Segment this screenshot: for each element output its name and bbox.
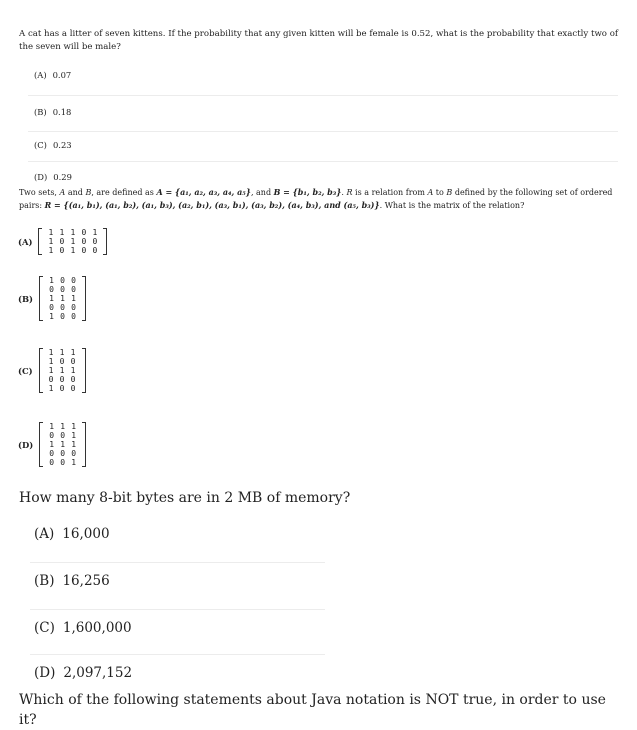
matrix-cell: 1	[59, 348, 65, 357]
matrix-row	[46, 303, 79, 312]
matrix-cell: 1	[60, 422, 66, 431]
matrix-cell: 0	[59, 246, 65, 255]
stem-var: A	[59, 188, 66, 197]
matrix-row	[46, 422, 79, 431]
matrix-cell: 0	[59, 357, 65, 366]
question-2-option-b[interactable]	[18, 276, 86, 321]
divider	[30, 609, 325, 610]
option-value: 0.29	[53, 172, 72, 182]
matrix-row	[46, 294, 79, 303]
question-2-option-a[interactable]	[18, 228, 107, 255]
option-label: (A)	[34, 526, 55, 542]
matrix-cell: 0	[49, 285, 54, 294]
stem-text: defined by the following set of ordered	[452, 188, 613, 197]
stem-text: .	[341, 188, 347, 197]
matrix-row	[46, 366, 79, 375]
option-label: (C)	[34, 140, 47, 150]
question-1-option-c[interactable]	[20, 138, 620, 152]
matrix-row	[45, 246, 100, 255]
question-3-option-c[interactable]	[34, 619, 132, 637]
matrix-cell: 1	[60, 440, 66, 449]
stem-text: , are defined as	[91, 188, 157, 197]
matrix-cell: 0	[71, 285, 76, 294]
stem-var: A	[427, 188, 434, 197]
option-label: (C)	[18, 365, 33, 376]
matrix-cell: 1	[60, 294, 65, 303]
matrix-cell: 1	[49, 440, 55, 449]
option-value: 2,097,152	[63, 665, 133, 681]
question-3-option-d[interactable]	[34, 664, 132, 682]
matrix-row	[46, 449, 79, 458]
matrix-cell: 1	[48, 348, 54, 357]
divider	[28, 161, 618, 162]
stem-math: R = {(a₁, b₁), (a₁, b₂), (a₁, b₃), (a₂, b₁), (a₃, b₁), (a₃, b₂), (a₄, b₃), and (a₅, b₃)}	[44, 200, 380, 210]
matrix-cell: 0	[59, 384, 65, 393]
matrix-cell: 0	[92, 237, 98, 246]
matrix-cell: 1	[71, 294, 76, 303]
question-2-option-d[interactable]	[18, 422, 86, 467]
option-label: (D)	[18, 439, 34, 450]
matrix-cell: 0	[81, 246, 87, 255]
matrix-row	[46, 440, 79, 449]
matrix-cell: 1	[48, 357, 54, 366]
stem-text: , and	[250, 188, 274, 197]
matrix-cell: 0	[49, 431, 55, 440]
question-3-option-b[interactable]	[34, 572, 110, 590]
stem-text: Two sets,	[19, 188, 60, 197]
matrix-row	[45, 237, 100, 246]
matrix-cell: 0	[81, 237, 87, 246]
option-value: 0.23	[52, 140, 72, 150]
option-label: (C)	[34, 620, 55, 636]
matrix-cell: 1	[49, 276, 54, 285]
matrix-cell: 0	[70, 357, 76, 366]
matrix-cell: 1	[49, 294, 54, 303]
option-label: (D)	[34, 172, 48, 182]
matrix-row	[46, 458, 79, 467]
stem-text: . What is the matrix of the relation?	[379, 201, 525, 210]
matrix-cell: 0	[60, 312, 65, 321]
matrix-cell: 1	[59, 228, 65, 237]
matrix-cell: 1	[71, 431, 77, 440]
matrix-cell: 0	[70, 384, 76, 393]
matrix-cell: 1	[49, 422, 55, 431]
matrix-cell: 0	[60, 276, 65, 285]
matrix-row	[46, 312, 79, 321]
matrix-row	[46, 431, 79, 440]
divider	[30, 654, 325, 655]
matrix	[39, 276, 86, 321]
matrix-cell: 0	[92, 246, 98, 255]
matrix-cell: 1	[48, 366, 54, 375]
matrix-cell: 1	[71, 422, 77, 431]
matrix-cell: 1	[48, 228, 54, 237]
option-label: (B)	[18, 293, 34, 304]
divider	[28, 131, 618, 132]
question-1-option-b[interactable]	[20, 105, 620, 119]
option-label: (A)	[34, 70, 47, 80]
question-1-option-a[interactable]	[20, 68, 620, 82]
matrix-cell: 0	[70, 375, 76, 384]
option-label: (A)	[18, 236, 33, 247]
question-2-stem	[19, 186, 619, 212]
stem-text: and	[65, 188, 86, 197]
matrix-cell: 1	[48, 384, 54, 393]
matrix-cell: 0	[81, 228, 87, 237]
matrix-cell: 0	[71, 303, 76, 312]
option-value: 16,256	[62, 573, 110, 589]
question-3-stem: How many 8-bit bytes are in 2 MB of memory?	[19, 490, 351, 506]
stem-var: B	[85, 188, 92, 197]
question-1-option-d[interactable]	[20, 170, 620, 184]
matrix-row	[46, 357, 79, 366]
matrix-cell: 0	[48, 375, 54, 384]
matrix-cell: 0	[71, 312, 76, 321]
matrix-cell: 1	[70, 228, 76, 237]
matrix-row	[46, 285, 79, 294]
matrix	[39, 422, 86, 467]
matrix-cell: 1	[71, 440, 77, 449]
matrix-row	[45, 228, 100, 237]
option-value: 1,600,000	[62, 620, 132, 636]
matrix-cell: 0	[71, 276, 76, 285]
option-label: (D)	[34, 665, 56, 681]
matrix-cell: 0	[49, 449, 55, 458]
matrix	[38, 228, 107, 255]
stem-text: to	[433, 188, 447, 197]
matrix-cell: 0	[60, 458, 66, 467]
option-value: 16,000	[62, 526, 110, 542]
matrix-cell: 0	[60, 285, 65, 294]
matrix-cell: 0	[60, 431, 66, 440]
matrix-cell: 0	[59, 237, 65, 246]
option-value: 0.07	[52, 70, 72, 80]
stem-math: B = {b₁, b₂, b₃}	[273, 187, 342, 197]
next-question-stem-partial: Which of the following statements about Java notation is NOT true, in order to use it?	[19, 692, 606, 728]
matrix-cell: 0	[71, 449, 77, 458]
matrix-cell: 1	[49, 312, 54, 321]
option-label: (B)	[34, 107, 47, 117]
stem-text: is a relation from	[352, 188, 428, 197]
matrix	[39, 348, 86, 393]
matrix-row	[46, 276, 79, 285]
matrix-cell: 1	[70, 246, 76, 255]
matrix-cell: 0	[59, 375, 65, 384]
matrix-cell: 1	[70, 366, 76, 375]
stem-var: B	[446, 188, 453, 197]
matrix-row	[46, 384, 79, 393]
question-3-option-a[interactable]	[34, 525, 110, 543]
matrix-cell: 1	[48, 237, 54, 246]
matrix-cell: 1	[48, 246, 54, 255]
question-2-option-c[interactable]	[18, 348, 86, 393]
divider	[28, 95, 618, 96]
matrix-cell: 1	[59, 366, 65, 375]
stem-text: pairs:	[19, 201, 45, 210]
matrix-cell: 0	[60, 449, 66, 458]
matrix-cell: 0	[49, 458, 55, 467]
matrix-cell: 1	[70, 237, 76, 246]
matrix-cell: 1	[70, 348, 76, 357]
option-value: 0.18	[52, 107, 72, 117]
stem-math: A = {a₁, a₂, a₃, a₄, a₅}	[156, 187, 251, 197]
matrix-cell: 1	[71, 458, 77, 467]
option-label: (B)	[34, 573, 55, 589]
matrix-cell: 0	[60, 303, 65, 312]
question-1-stem: A cat has a litter of seven kittens. If the probability that any given kitten will be female is 0.52, what is the probability that exactly two of the seven will be male?	[19, 29, 619, 52]
matrix-cell: 1	[92, 228, 98, 237]
matrix-row	[46, 348, 79, 357]
matrix-row	[46, 375, 79, 384]
divider	[30, 562, 325, 563]
matrix-cell: 0	[49, 303, 54, 312]
stem-var: R	[346, 188, 353, 197]
